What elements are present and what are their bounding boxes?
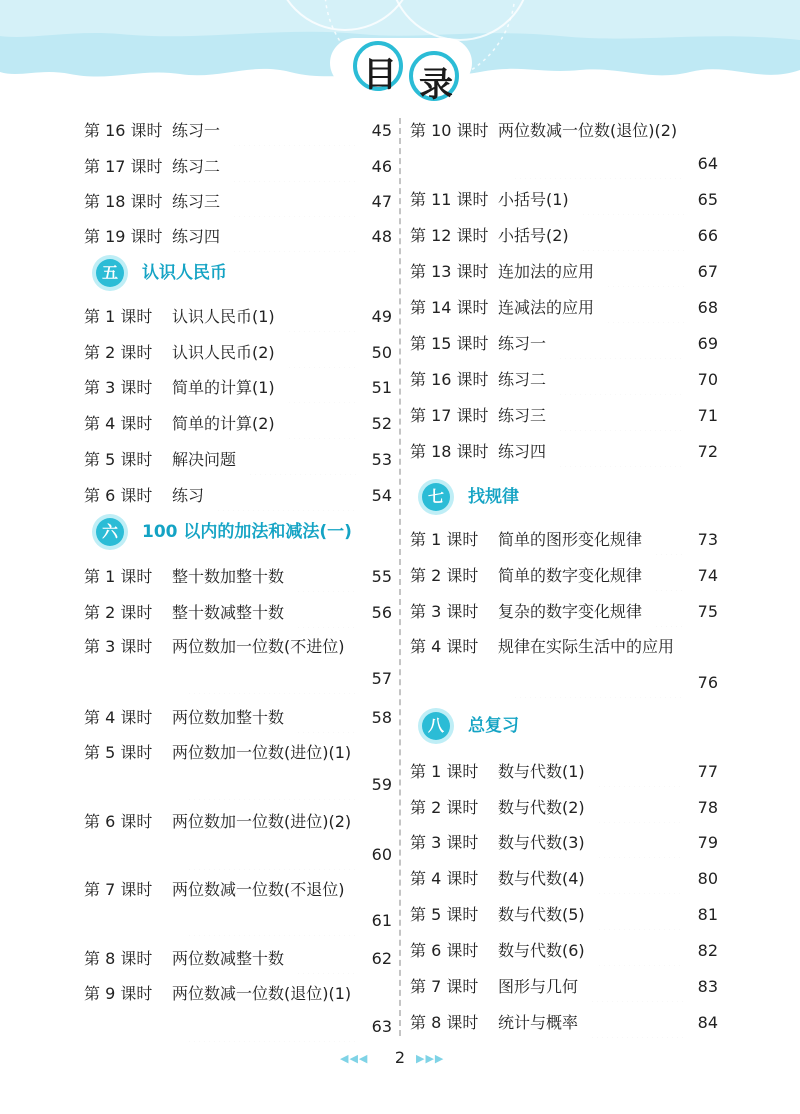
toc-entry-continuation [410, 668, 718, 698]
lesson-number: 第 10 课时 [410, 121, 489, 140]
lesson-number: 第 16 课时 [410, 370, 489, 389]
dot-leader [597, 864, 684, 894]
dot-leader [513, 149, 682, 179]
page-number: 58 [371, 708, 392, 727]
lesson-title: 两位数加一位数(进位)(2) [172, 812, 352, 831]
page-number: 51 [371, 378, 392, 397]
lesson-title: 两位数减一位数(退位)(2) [498, 121, 678, 140]
toc-entry [410, 900, 718, 930]
toc-entry [410, 293, 718, 323]
dot-leader [296, 944, 358, 974]
lesson-title: 练习四 [172, 227, 221, 246]
lesson-title: 练习三 [498, 406, 547, 425]
toc-entry [84, 979, 392, 1009]
toc-entry [410, 116, 718, 146]
lesson-title: 认识人民币(1) [172, 307, 275, 326]
page-number: 53 [371, 450, 392, 469]
dot-leader [187, 906, 356, 936]
dot-leader [597, 900, 684, 930]
dot-leader [597, 936, 684, 966]
toc-entry [84, 562, 392, 592]
dot-leader [654, 597, 684, 627]
toc-entry [410, 401, 718, 431]
lesson-title: 小括号(1) [498, 190, 569, 209]
toc-entry [84, 703, 392, 733]
lesson-title: 简单的计算(2) [172, 414, 275, 433]
page-number: 72 [697, 442, 718, 461]
toc-entry [84, 598, 392, 628]
lesson-title: 连减法的应用 [498, 298, 595, 317]
toc-entry [410, 972, 718, 1002]
lesson-title: 练习 [172, 486, 205, 505]
lesson-number: 第 2 课时 [84, 343, 153, 362]
toc-entry-continuation [84, 664, 392, 694]
unit-title: 总复习 [468, 716, 519, 736]
unit-number-badge: 八 [422, 712, 450, 740]
dot-leader [248, 445, 358, 475]
lesson-title: 练习一 [172, 121, 221, 140]
dot-leader [606, 257, 684, 287]
toc-entry [84, 738, 392, 768]
toc-entry [84, 373, 392, 403]
toc-entry-continuation [410, 149, 718, 179]
page-number: 66 [697, 226, 718, 245]
dot-leader [287, 373, 358, 403]
toc-entry [410, 1008, 718, 1038]
dot-leader [187, 664, 356, 694]
unit-number-badge: 五 [96, 259, 124, 287]
lesson-number: 第 2 课时 [410, 566, 479, 585]
unit-number-badge: 七 [422, 483, 450, 511]
unit-title: 认识人民币 [142, 263, 227, 283]
dot-leader [558, 401, 684, 431]
unit-number-badge: 六 [96, 518, 124, 546]
page-number: 55 [371, 567, 392, 586]
page-number: 70 [697, 370, 718, 389]
page-number: 45 [371, 121, 392, 140]
column-divider [399, 118, 401, 1036]
lesson-number: 第 18 课时 [410, 442, 489, 461]
toc-entry [410, 437, 718, 467]
dot-leader [581, 221, 684, 251]
lesson-number: 第 4 课时 [84, 708, 153, 727]
unit-heading [96, 515, 392, 549]
toc-entry [84, 409, 392, 439]
lesson-title: 解决问题 [172, 450, 237, 469]
lesson-title: 练习二 [172, 157, 221, 176]
page-number: 80 [697, 869, 718, 888]
page-number: 76 [697, 673, 718, 692]
dot-leader [597, 757, 684, 787]
dot-leader [597, 828, 684, 858]
toc-entry [410, 221, 718, 251]
dot-leader [287, 409, 358, 439]
toc-entry-continuation [84, 1012, 392, 1042]
dot-leader [654, 561, 684, 591]
toc-entry [84, 187, 392, 217]
lesson-title: 简单的图形变化规律 [498, 530, 643, 549]
dot-leader [287, 302, 358, 332]
toc-entry [410, 257, 718, 287]
title-char-1: 目 [363, 55, 397, 95]
lesson-number: 第 15 课时 [410, 334, 489, 353]
lesson-number: 第 1 课时 [410, 530, 479, 549]
page-number: 56 [371, 603, 392, 622]
toc-entry [410, 936, 718, 966]
toc-entry [410, 597, 718, 627]
toc-entry [410, 757, 718, 787]
page-number: 50 [371, 343, 392, 362]
lesson-title: 数与代数(5) [498, 905, 585, 924]
page-number: 54 [371, 486, 392, 505]
lesson-title: 简单的数字变化规律 [498, 566, 643, 585]
lesson-number: 第 3 课时 [410, 602, 479, 621]
lesson-number: 第 6 课时 [84, 812, 153, 831]
lesson-number: 第 7 课时 [84, 880, 153, 899]
lesson-title: 整十数加整十数 [172, 567, 285, 586]
page-number: 79 [697, 833, 718, 852]
toc-entry [410, 828, 718, 858]
lesson-number: 第 9 课时 [84, 984, 153, 1003]
lesson-title: 统计与概率 [498, 1013, 579, 1032]
lesson-number: 第 4 课时 [410, 869, 479, 888]
dot-leader [187, 1012, 356, 1042]
lesson-number: 第 6 课时 [84, 486, 153, 505]
lesson-number: 第 5 课时 [410, 905, 479, 924]
lesson-title: 练习一 [498, 334, 547, 353]
toc-entry [84, 152, 392, 182]
dot-leader [232, 116, 358, 146]
page-number: 77 [697, 762, 718, 781]
lesson-number: 第 16 课时 [84, 121, 163, 140]
lesson-number: 第 6 课时 [410, 941, 479, 960]
lesson-number: 第 8 课时 [84, 949, 153, 968]
dot-leader [232, 222, 358, 252]
page-number: 82 [697, 941, 718, 960]
lesson-number: 第 14 课时 [410, 298, 489, 317]
page-number: 61 [371, 911, 392, 930]
dot-leader [558, 437, 684, 467]
lesson-number: 第 19 课时 [84, 227, 163, 246]
page-number: 2 [394, 1048, 406, 1067]
lesson-title: 两位数减整十数 [172, 949, 285, 968]
lesson-title: 数与代数(2) [498, 798, 585, 817]
page-footer [0, 1046, 800, 1072]
toc-entry [84, 445, 392, 475]
lesson-title: 小括号(2) [498, 226, 569, 245]
lesson-title: 练习三 [172, 192, 221, 211]
toc-entry [84, 338, 392, 368]
left-arrows-icon: ◀◀◀ [340, 1052, 369, 1065]
lesson-title: 两位数加整十数 [172, 708, 285, 727]
page-number: 83 [697, 977, 718, 996]
toc-entry [84, 944, 392, 974]
page-number: 57 [371, 669, 392, 688]
dot-leader [287, 338, 358, 368]
header-wave-band [0, 0, 800, 112]
toc-entry-continuation [84, 770, 392, 800]
lesson-title: 数与代数(3) [498, 833, 585, 852]
dot-leader [296, 562, 358, 592]
page-number: 63 [371, 1017, 392, 1036]
lesson-title: 练习四 [498, 442, 547, 461]
page-number: 67 [697, 262, 718, 281]
page-number: 84 [697, 1013, 718, 1032]
page-number: 68 [697, 298, 718, 317]
lesson-title: 数与代数(6) [498, 941, 585, 960]
page-number: 65 [697, 190, 718, 209]
toc-entry [84, 116, 392, 146]
unit-heading [422, 709, 718, 743]
toc-entry-continuation [84, 840, 392, 870]
lesson-title: 两位数加一位数(进位)(1) [172, 743, 352, 762]
title-char-2: 录 [419, 65, 453, 105]
dot-leader [513, 668, 682, 698]
toc-entry [410, 632, 718, 662]
lesson-number: 第 3 课时 [410, 833, 479, 852]
lesson-number: 第 4 课时 [410, 637, 479, 656]
page-number: 49 [371, 307, 392, 326]
dot-leader [296, 703, 358, 733]
page-number: 46 [371, 157, 392, 176]
toc-entry [84, 302, 392, 332]
lesson-title: 两位数加一位数(不进位) [172, 637, 345, 656]
lesson-number: 第 1 课时 [410, 762, 479, 781]
lesson-title: 简单的计算(1) [172, 378, 275, 397]
dot-leader [187, 770, 356, 800]
dot-leader [606, 293, 684, 323]
lesson-title: 两位数减一位数(退位)(1) [172, 984, 352, 1003]
dot-leader [581, 185, 684, 215]
lesson-number: 第 5 课时 [84, 743, 153, 762]
page-number: 64 [697, 154, 718, 173]
toc-entry [84, 632, 392, 662]
lesson-number: 第 3 课时 [84, 378, 153, 397]
lesson-number: 第 11 课时 [410, 190, 489, 209]
page-number: 81 [697, 905, 718, 924]
lesson-number: 第 5 课时 [84, 450, 153, 469]
page-number: 71 [697, 406, 718, 425]
toc-entry [410, 561, 718, 591]
dot-leader [558, 329, 684, 359]
toc-entry [84, 875, 392, 905]
page-number: 47 [371, 192, 392, 211]
page-number: 75 [697, 602, 718, 621]
lesson-title: 连加法的应用 [498, 262, 595, 281]
lesson-title: 图形与几何 [498, 977, 579, 996]
dot-leader [590, 972, 684, 1002]
unit-title: 找规律 [468, 487, 519, 507]
lesson-number: 第 12 课时 [410, 226, 489, 245]
toc-entry [410, 864, 718, 894]
lesson-number: 第 13 课时 [410, 262, 489, 281]
unit-title: 100 以内的加法和减法(一) [142, 522, 352, 542]
dot-leader [216, 481, 358, 511]
dot-leader [187, 840, 356, 870]
lesson-number: 第 7 课时 [410, 977, 479, 996]
lesson-number: 第 8 课时 [410, 1013, 479, 1032]
toc-entry [410, 365, 718, 395]
lesson-number: 第 1 课时 [84, 567, 153, 586]
toc-entry [410, 525, 718, 555]
unit-heading [96, 256, 392, 290]
lesson-title: 整十数减整十数 [172, 603, 285, 622]
page-number: 48 [371, 227, 392, 246]
dot-leader [558, 365, 684, 395]
toc-entry [84, 807, 392, 837]
dot-leader [590, 1008, 684, 1038]
page-number: 78 [697, 798, 718, 817]
lesson-number: 第 2 课时 [84, 603, 153, 622]
lesson-title: 两位数减一位数(不退位) [172, 880, 345, 899]
right-arrows-icon: ▶▶▶ [416, 1052, 445, 1065]
page-number: 62 [371, 949, 392, 968]
lesson-number: 第 3 课时 [84, 637, 153, 656]
unit-heading [422, 480, 718, 514]
lesson-number: 第 17 课时 [84, 157, 163, 176]
dot-leader [296, 598, 358, 628]
lesson-number: 第 2 课时 [410, 798, 479, 817]
dot-leader [654, 525, 684, 555]
page-number: 59 [371, 775, 392, 794]
lesson-number: 第 18 课时 [84, 192, 163, 211]
lesson-title: 认识人民币(2) [172, 343, 275, 362]
lesson-title: 规律在实际生活中的应用 [498, 637, 675, 656]
toc-entry-continuation [84, 906, 392, 936]
lesson-number: 第 17 课时 [410, 406, 489, 425]
toc-entry [84, 481, 392, 511]
lesson-number: 第 1 课时 [84, 307, 153, 326]
dot-leader [232, 187, 358, 217]
page-number: 73 [697, 530, 718, 549]
lesson-number: 第 4 课时 [84, 414, 153, 433]
dot-leader [597, 793, 684, 823]
page-number: 52 [371, 414, 392, 433]
page-number: 60 [371, 845, 392, 864]
toc-entry [410, 793, 718, 823]
dot-leader [232, 152, 358, 182]
lesson-title: 练习二 [498, 370, 547, 389]
page-number: 74 [697, 566, 718, 585]
toc-entry [410, 329, 718, 359]
page-number: 69 [697, 334, 718, 353]
lesson-title: 复杂的数字变化规律 [498, 602, 643, 621]
lesson-title: 数与代数(4) [498, 869, 585, 888]
toc-entry [84, 222, 392, 252]
lesson-title: 数与代数(1) [498, 762, 585, 781]
toc-entry [410, 185, 718, 215]
